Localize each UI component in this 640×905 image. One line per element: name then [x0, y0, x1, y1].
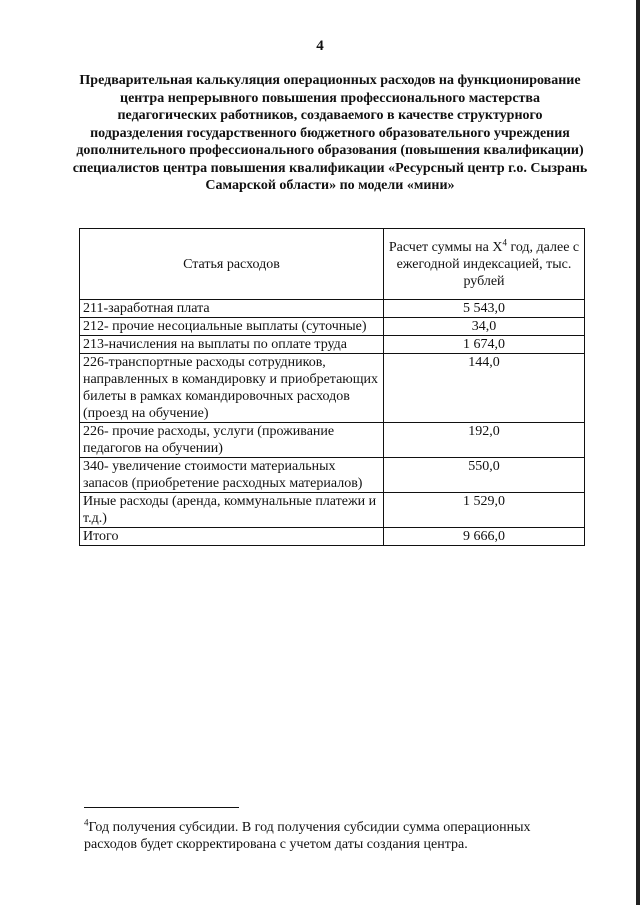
header-item-column: Статья расходов — [80, 229, 384, 300]
row-item: 211-заработная плата — [80, 300, 384, 318]
total-label: Итого — [80, 528, 384, 546]
page-number: 4 — [316, 38, 324, 54]
header-amount-column — [384, 229, 585, 300]
row-amount: 144,0 — [384, 354, 585, 423]
row-item: 213-начисления на выплаты по оплате труда — [80, 336, 384, 354]
cost-calculation-table — [79, 228, 585, 546]
row-item: 212- прочие несоциальные выплаты (суточные) — [80, 318, 384, 336]
header-footnote-marker: 4 — [502, 237, 507, 248]
row-amount: 1 674,0 — [384, 336, 585, 354]
table-row — [80, 354, 585, 423]
row-amount: 5 543,0 — [384, 300, 585, 318]
row-item: 226-транспортные расходы сотрудников, направленных в командировку и приобретающих билеты в рамках командировочных расходов (проезд на обучение) — [80, 354, 384, 423]
table-total-row — [80, 528, 585, 546]
row-amount: 192,0 — [384, 423, 585, 458]
table-row — [80, 423, 585, 458]
table-row — [80, 458, 585, 493]
row-item: 226- прочие расходы, услуги (проживание педагогов на обучении) — [80, 423, 384, 458]
footnote — [84, 819, 584, 853]
total-amount: 9 666,0 — [384, 528, 585, 546]
table-row — [80, 300, 585, 318]
table-header-row — [80, 229, 585, 300]
footnote-divider — [84, 807, 239, 808]
table-row — [80, 336, 585, 354]
table-row — [80, 318, 585, 336]
row-amount: 550,0 — [384, 458, 585, 493]
footnote-text: Год получения субсидии. В год получения субсидии сумма операционных расходов будет скорректирована с учетом даты создания центра. — [84, 820, 531, 852]
scan-edge-shadow — [636, 0, 640, 905]
row-item: Иные расходы (аренда, коммунальные платежи и т.д.) — [80, 493, 384, 528]
row-amount: 1 529,0 — [384, 493, 585, 528]
header-amount-prefix: Расчет суммы на Х — [388, 240, 503, 255]
row-amount: 34,0 — [384, 318, 585, 336]
footnote-marker: 4 — [84, 817, 89, 828]
header-amount-suffix: год, далее с ежегодной индексацией, тыс. рублей — [396, 240, 580, 289]
table-row — [80, 493, 585, 528]
document-title: Предварительная калькуляция операционных расходов на функционирование центра непрерывного повышения профессионального мастерства педагогических работников, создаваемого в качестве структурного подразделения государственного бюджетного образовательного учреждения дополнительного профессионального образования (повышения квалификации) специалистов центра повышения квалификации «Ресурсный центр г.о. Сызрань Самарской области» по модели «мини» — [72, 73, 588, 193]
row-item: 340- увеличение стоимости материальных запасов (приобретение расходных материалов) — [80, 458, 384, 493]
